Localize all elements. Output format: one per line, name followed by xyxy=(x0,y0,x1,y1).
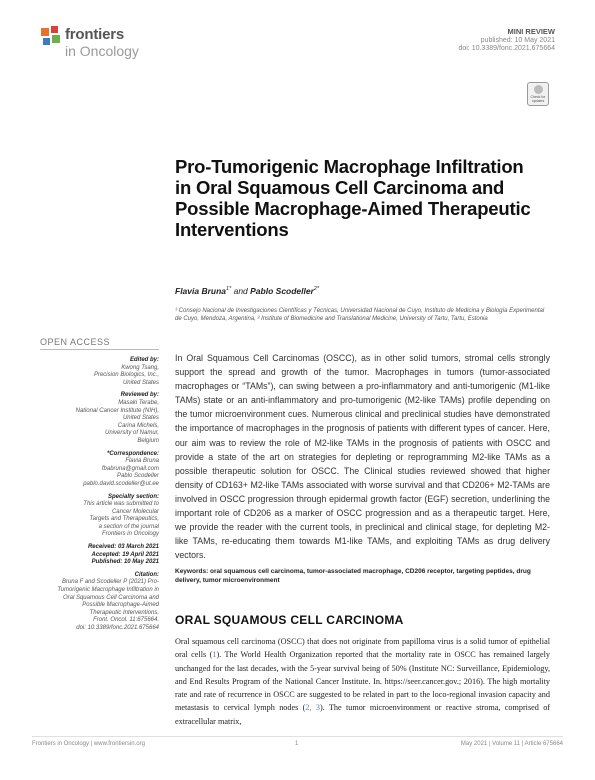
open-access-label: OPEN ACCESS xyxy=(40,337,111,347)
footer-volume-info: May 2021 | Volume 11 | Article 675664 xyxy=(460,741,563,747)
author-2[interactable]: Pablo Scodeller xyxy=(250,286,314,296)
author-conj: and xyxy=(231,286,251,296)
sidebar-divider xyxy=(40,349,159,350)
article-info-sidebar xyxy=(40,357,159,633)
doi-link[interactable]: doi: 10.3389/fonc.2021.675664 xyxy=(458,45,555,52)
journal-logo[interactable] xyxy=(40,22,180,62)
citation-line: Front. Oncol. 11:675664. xyxy=(93,617,159,624)
page-number: 1 xyxy=(295,741,299,747)
editor-line: Kwong Tsang, xyxy=(121,364,159,371)
specialty-line: Cancer Molecular xyxy=(111,508,159,515)
specialty-section-label: Specialty section: xyxy=(107,493,159,500)
abstract: In Oral Squamous Cell Carcinomas (OSCC), as in other solid tumors, stromal cells strongly support the spread and growth of the tumor. Macrophages in tumors (tumor-associated macrophages or “TAMs”), can swing between a pro-inflammatory and anti-tumorigenic (M1-like TAMs) state or an anti-inflammatory and pro-tumorigenic (M2-like TAMs) profile depending on the tumor microenvironment cues. Numerous clinical and preclinical studies have demonstrated the importance of macrophages in the prognosis of patients with different types of cancer. Here, our aim was to review the role of M2-like TAMs in the prognosis of patients with OSCC and provide a state of the art on strategies for depleting or reprogramming M2-like TAMs as a possible therapeutic solution for OSCC. The Clinical studies reviewed showed that higher density of CD163+ M2-like TAMs associated with worse survival and that CD206+ M2-TAMs are involved in OSCC progression through epidermal growth factor (EGF) secretion, underlining the important role of CD206 as a marker of OSCC progression and as a therapeutic target. Here, we provide the reader with the current tools, in preclinical and clinical stage, for depleting M2-like TAMs, re-educating them towards M1-like TAMs, and exploiting TAMs as drug delivery vectors. xyxy=(175,353,550,561)
correspondence-email[interactable]: fbabruna@gmail.com xyxy=(101,465,159,472)
published-date: published: 10 May 2021 xyxy=(480,36,555,44)
article-title: Pro-Tumorigenic Macrophage Infiltration in Oral Squamous Cell Carcinoma and Possible Macrophage-Aimed Therapeutic Interventions xyxy=(175,156,531,240)
citation-line: Possible Macrophage-Aimed xyxy=(82,602,159,609)
section-heading: ORAL SQUAMOUS CELL CARCINOMA xyxy=(175,613,404,627)
edited-by-label: Edited by: xyxy=(129,357,159,363)
citation-line: Bruna F and Scodeller P (2021) Pro- xyxy=(61,579,159,586)
received-date: Received: 03 March 2021 xyxy=(87,544,159,551)
reviewer-line: University of Namur, xyxy=(104,430,159,437)
updates-label: Check for updates xyxy=(530,95,546,103)
reviewed-by-label: Reviewed by: xyxy=(120,392,159,399)
footer-divider xyxy=(32,736,563,737)
article-meta xyxy=(458,28,555,54)
published-date-sidebar: Published: 10 May 2021 xyxy=(91,559,159,566)
citation-ref[interactable]: 1 xyxy=(212,650,217,660)
citation-line: Tumorigenic Macrophage Infiltration in xyxy=(57,587,159,594)
body-text-run: Oral squamous cell carcinoma (OSCC) that does not originate from papilloma virus is a solid tumor of epithelial oral cells ( xyxy=(175,637,550,660)
journal-brand: frontiers xyxy=(65,26,125,43)
citation-ref[interactable]: 2, 3 xyxy=(305,703,320,713)
check-for-updates-badge[interactable] xyxy=(527,82,549,106)
reviewer-line: United States xyxy=(122,415,159,422)
footer-journal-link[interactable]: Frontiers in Oncology | www.frontiersin.org xyxy=(32,741,145,747)
specialty-line: This article was submitted to xyxy=(83,501,159,508)
specialty-line: Frontiers in Oncology xyxy=(101,531,159,538)
body-text-run: ). The World Health Organization reported that the mortality rate in OSCC has remained largely unchanged for the last decades, with the 5-year survival being of 50% (Institute NC: Surveillance, Epidemiology, and End Results Program of the National Cancer Institute. In. https://seer.cancer.gov.; 2016). The high mortality rate and rate of recurrence in OSCC are suggested to be related in part to the loco-regional invasion capacity and metastasis to cervical lymph nodes ( xyxy=(175,650,550,713)
reviewer-line: Masaki Terabe, xyxy=(118,399,159,406)
affiliations: ¹ Consejo Nacional de Investigaciones Científicas y Técnicas, Universidad Nacional de Cuyo, Instituto de Medicina y Biología Experimental de Cuyo, Mendoza, Argentina, ² Institute of Biomedicine and Translational Medicine, University of Tartu, Tartu, Estonia xyxy=(175,308,545,322)
article-type: MINI REVIEW xyxy=(507,27,555,36)
citation-line: Therapeutic Interventions. xyxy=(89,609,159,616)
editor-line: United States xyxy=(122,379,159,386)
author-1-affil: 1* xyxy=(226,286,232,293)
specialty-line: a section of the journal xyxy=(98,523,159,530)
correspondence-line: Flavia Bruna xyxy=(125,458,159,465)
accepted-date: Accepted: 19 April 2021 xyxy=(91,551,159,558)
reviewer-line: Belgium xyxy=(137,437,159,444)
author-list xyxy=(175,286,319,296)
reviewer-line: National Cancer Institute (NIH), xyxy=(75,407,159,414)
author-1[interactable]: Flavia Bruna xyxy=(175,286,227,296)
citation-line: Oral Squamous Cell Carcinoma and xyxy=(62,594,159,601)
citation-label: Citation: xyxy=(134,571,159,578)
correspondence-label: *Correspondence: xyxy=(106,450,159,457)
reviewer-line: Carina Michels, xyxy=(117,422,159,429)
keywords: Keywords: oral squamous cell carcinoma, tumor-associated macrophage, CD206 receptor, targeting peptides, drug delivery, tumor microenvironment xyxy=(175,568,531,584)
correspondence-email[interactable]: pablo.david.scodeller@ut.ee xyxy=(83,480,159,487)
correspondence-line: Pablo Scodeller xyxy=(116,473,159,480)
journal-name: in Oncology xyxy=(65,43,139,59)
specialty-line: Targets and Therapeutics, xyxy=(89,516,159,523)
updates-icon xyxy=(534,85,543,94)
body-paragraph xyxy=(175,635,550,728)
body-text-run: ). The tumor microenvironment or reactive stroma, comprised of extracellular matrix, xyxy=(175,703,551,726)
citation-doi[interactable]: doi: 10.3389/fonc.2021.675664 xyxy=(76,625,159,631)
author-2-affil: 2* xyxy=(313,286,320,293)
frontiers-logo-icon xyxy=(40,26,62,48)
editor-line: Precision Biologics, Inc., xyxy=(93,372,159,379)
